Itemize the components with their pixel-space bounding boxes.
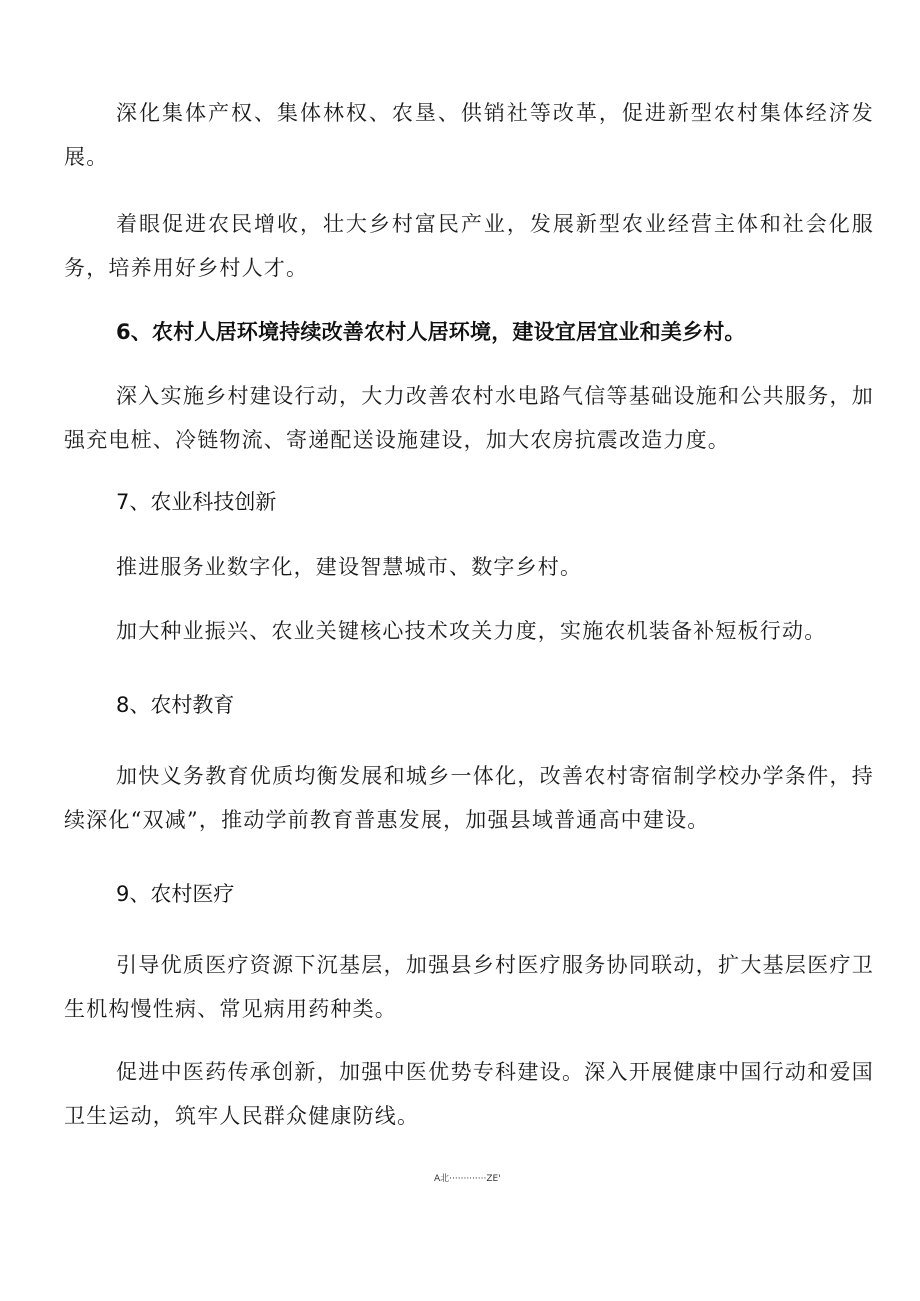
paragraph-text: 引导优质医疗资源下沉基层，加强县乡村医疗服务协同联动，扩大基层医疗卫生机构慢性病、常见病用药种类。: [64, 953, 874, 1021]
paragraph-digitalization: [64, 545, 874, 589]
section-heading: 8、农村教育: [116, 693, 235, 717]
paragraph-education: [64, 754, 874, 842]
paragraph-collective-reform: [64, 91, 874, 179]
heading-rural-medical: [64, 872, 874, 916]
paragraph-farmer-income: [64, 202, 874, 290]
section-heading: 6、农村人居环境持续改善农村人居环境，建设宜居宜业和美乡村。: [116, 320, 746, 344]
section-heading: 9、农村医疗: [116, 882, 235, 906]
paragraph-traditional-medicine: [64, 1050, 874, 1138]
paragraph-text: 加快义务教育优质均衡发展和城乡一体化，改善农村寄宿制学校办学条件，持续深化“双减”，推动学前教育普惠发展，加强县域普通高中建设。: [64, 764, 874, 832]
heading-rural-living-environment: [64, 310, 874, 354]
footer-mark: A北·············ZE': [434, 1174, 501, 1184]
paragraph-medical-resources: [64, 943, 874, 1031]
paragraph-rural-construction: [64, 374, 874, 462]
paragraph-text: 推进服务业数字化，建设智慧城市、数字乡村。: [116, 555, 583, 579]
paragraph-text: 着眼促进农民增收，壮大乡村富民产业，发展新型农业经营主体和社会化服务，培养用好乡村人才。: [64, 212, 874, 280]
paragraph-seed-industry: [64, 609, 874, 653]
heading-rural-education: [64, 683, 874, 727]
paragraph-text: 深入实施乡村建设行动，大力改善农村水电路气信等基础设施和公共服务，加强充电桩、冷链物流、寄递配送设施建设，加大农房抗震改造力度。: [64, 384, 874, 452]
paragraph-text: 促进中医药传承创新，加强中医优势专科建设。深入开展健康中国行动和爱国卫生运动，筑牢人民群众健康防线。: [64, 1060, 874, 1128]
heading-agri-tech-innovation: [64, 480, 874, 524]
section-heading: 7、农业科技创新: [116, 490, 277, 514]
paragraph-text: 加大种业振兴、农业关键核心技术攻关力度，实施农机装备补短板行动。: [116, 619, 827, 643]
paragraph-text: 深化集体产权、集体林权、农垦、供销社等改革，促进新型农村集体经济发展。: [64, 101, 874, 169]
